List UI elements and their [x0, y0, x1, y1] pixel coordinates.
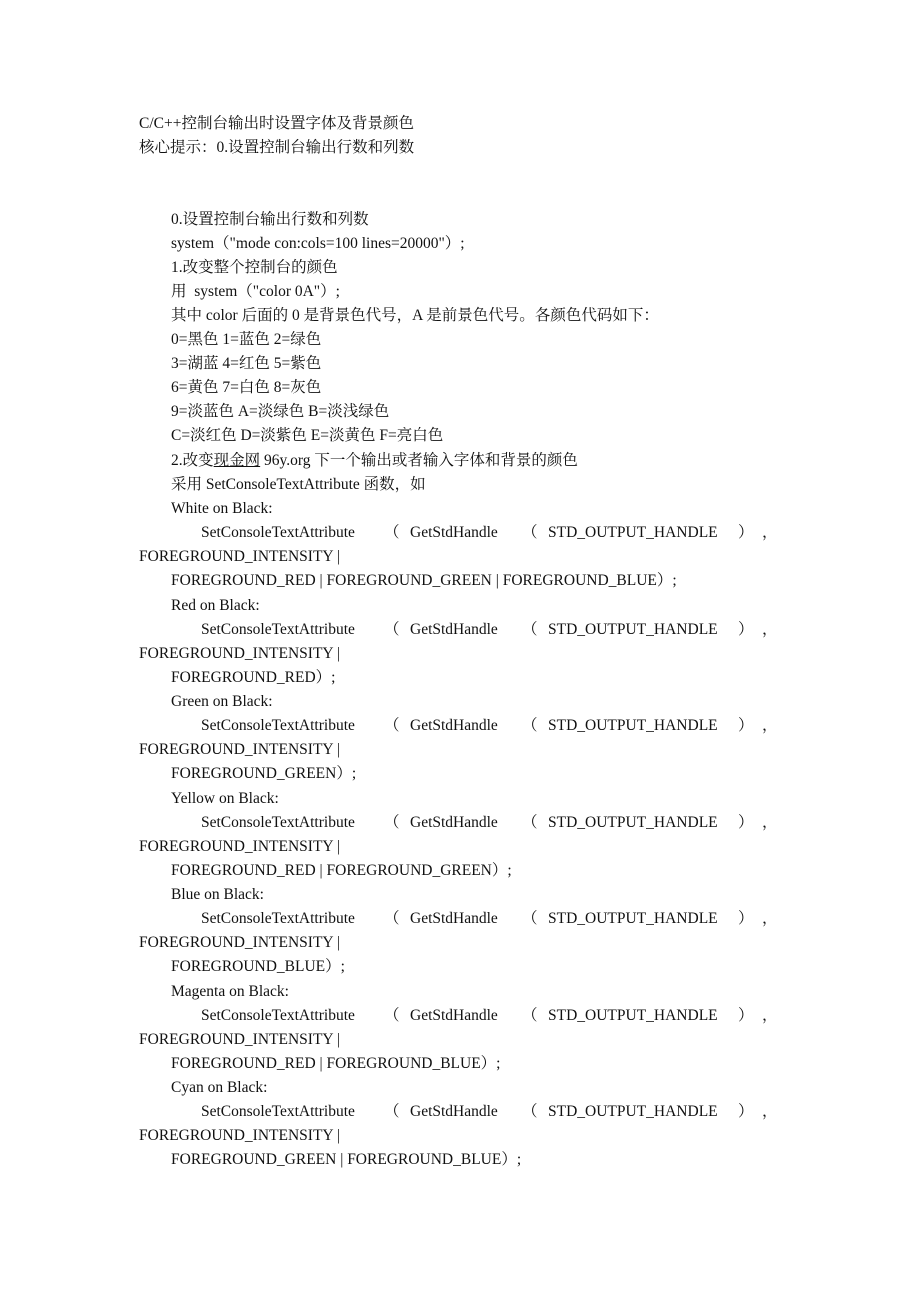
example-color-flags: FOREGROUND_BLUE）;: [171, 958, 345, 975]
call-open-paren: （: [522, 814, 538, 831]
call-handle-function: GetStdHandle: [410, 814, 498, 831]
call-handle-function: GetStdHandle: [410, 1007, 498, 1024]
example-intensity-flag: FOREGROUND_INTENSITY |: [139, 838, 341, 855]
example-color-flags: FOREGROUND_GREEN）;: [171, 765, 357, 782]
call-close-paren: ）: [738, 524, 754, 541]
call-function-name: SetConsoleTextAttribute: [201, 1103, 355, 1120]
example-label: Magenta on Black:: [171, 983, 289, 1000]
call-handle-constant: STD_OUTPUT_HANDLE: [548, 524, 718, 541]
example-call-line: [0, 521, 920, 545]
example-label: Green on Black:: [171, 693, 273, 710]
call-close-paren: ）: [738, 814, 754, 831]
example-color-flags: FOREGROUND_RED | FOREGROUND_GREEN）;: [171, 862, 512, 879]
example-intensity-flag: FOREGROUND_INTENSITY |: [139, 548, 341, 565]
call-open-paren: （: [522, 717, 538, 734]
call-function-name: SetConsoleTextAttribute: [201, 621, 355, 638]
example-call-line: [0, 1004, 920, 1028]
call-handle-constant: STD_OUTPUT_HANDLE: [548, 910, 718, 927]
call-comma: ，: [762, 910, 778, 927]
call-open-paren: （: [522, 1007, 538, 1024]
example-intensity-flag: FOREGROUND_INTENSITY |: [139, 1031, 341, 1048]
call-comma: ，: [762, 621, 778, 638]
call-function-name: SetConsoleTextAttribute: [201, 814, 355, 831]
call-open-paren: （: [522, 524, 538, 541]
example-color-flags: FOREGROUND_GREEN | FOREGROUND_BLUE）;: [171, 1151, 522, 1168]
call-close-paren: ）: [738, 1007, 754, 1024]
call-handle-constant: STD_OUTPUT_HANDLE: [548, 1007, 718, 1024]
example-label: White on Black:: [171, 500, 273, 517]
call-close-paren: ）: [738, 1103, 754, 1120]
call-close-paren: ）: [738, 717, 754, 734]
example-call-line: [0, 1100, 920, 1124]
example-color-flags: FOREGROUND_RED）;: [171, 669, 336, 686]
color-code-row: 0=黑色 1=蓝色 2=绿色: [171, 331, 322, 348]
section-2-heading-prefix: 2.改变: [171, 452, 214, 469]
call-open-paren: （: [384, 910, 400, 927]
section-1-usage: 用 system（"color 0A"）;: [171, 283, 340, 300]
call-handle-function: GetStdHandle: [410, 910, 498, 927]
color-code-row: C=淡红色 D=淡紫色 E=淡黄色 F=亮白色: [171, 427, 444, 444]
section-0-code: system（"mode con:cols=100 lines=20000"）;: [171, 235, 465, 252]
example-label: Cyan on Black:: [171, 1079, 268, 1096]
call-function-name: SetConsoleTextAttribute: [201, 524, 355, 541]
document-title: C/C++控制台输出时设置字体及背景颜色: [139, 115, 414, 132]
example-intensity-flag: FOREGROUND_INTENSITY |: [139, 741, 341, 758]
call-handle-constant: STD_OUTPUT_HANDLE: [548, 621, 718, 638]
call-open-paren: （: [384, 1103, 400, 1120]
section-1-description: 其中 color 后面的 0 是背景色代号，A 是前景色代号。各颜色代码如下：: [171, 307, 659, 324]
call-handle-function: GetStdHandle: [410, 1103, 498, 1120]
call-open-paren: （: [522, 621, 538, 638]
section-2-heading: [171, 449, 578, 473]
example-label: Yellow on Black:: [171, 790, 279, 807]
example-intensity-flag: FOREGROUND_INTENSITY |: [139, 645, 341, 662]
call-open-paren: （: [522, 910, 538, 927]
example-color-flags: FOREGROUND_RED | FOREGROUND_GREEN | FOREGROUND_BLUE）;: [171, 572, 677, 589]
example-label: Red on Black:: [171, 597, 260, 614]
call-open-paren: （: [384, 524, 400, 541]
call-comma: ，: [762, 1007, 778, 1024]
document-summary: 核心提示：0.设置控制台输出行数和列数: [139, 139, 415, 156]
call-close-paren: ）: [738, 621, 754, 638]
example-color-flags: FOREGROUND_RED | FOREGROUND_BLUE）;: [171, 1055, 501, 1072]
section-0-heading: 0.设置控制台输出行数和列数: [171, 211, 369, 228]
call-comma: ，: [762, 717, 778, 734]
call-comma: ，: [762, 814, 778, 831]
call-function-name: SetConsoleTextAttribute: [201, 1007, 355, 1024]
call-function-name: SetConsoleTextAttribute: [201, 717, 355, 734]
call-function-name: SetConsoleTextAttribute: [201, 910, 355, 927]
example-call-line: [0, 907, 920, 931]
color-code-row: 3=湖蓝 4=红色 5=紫色: [171, 355, 322, 372]
color-code-row: 9=淡蓝色 A=淡绿色 B=淡浅绿色: [171, 403, 390, 420]
call-handle-function: GetStdHandle: [410, 524, 498, 541]
call-comma: ，: [762, 524, 778, 541]
example-intensity-flag: FOREGROUND_INTENSITY |: [139, 1127, 341, 1144]
call-comma: ，: [762, 1103, 778, 1120]
call-handle-function: GetStdHandle: [410, 621, 498, 638]
call-open-paren: （: [384, 621, 400, 638]
call-open-paren: （: [522, 1103, 538, 1120]
example-label: Blue on Black:: [171, 886, 264, 903]
call-handle-constant: STD_OUTPUT_HANDLE: [548, 1103, 718, 1120]
color-code-row: 6=黄色 7=白色 8=灰色: [171, 379, 322, 396]
call-handle-constant: STD_OUTPUT_HANDLE: [548, 717, 718, 734]
section-2-intro: 采用 SetConsoleTextAttribute 函数，如: [171, 476, 426, 493]
example-intensity-flag: FOREGROUND_INTENSITY |: [139, 934, 341, 951]
call-close-paren: ）: [738, 910, 754, 927]
section-1-heading: 1.改变整个控制台的颜色: [171, 259, 338, 276]
call-handle-function: GetStdHandle: [410, 717, 498, 734]
call-open-paren: （: [384, 814, 400, 831]
call-open-paren: （: [384, 717, 400, 734]
call-open-paren: （: [384, 1007, 400, 1024]
inline-link[interactable]: 现金网: [213, 452, 261, 469]
section-2-heading-suffix: 96y.org 下一个输出或者输入字体和背景的颜色: [260, 452, 578, 469]
example-call-line: [0, 811, 920, 835]
call-handle-constant: STD_OUTPUT_HANDLE: [548, 814, 718, 831]
example-call-line: [0, 618, 920, 642]
example-call-line: [0, 714, 920, 738]
